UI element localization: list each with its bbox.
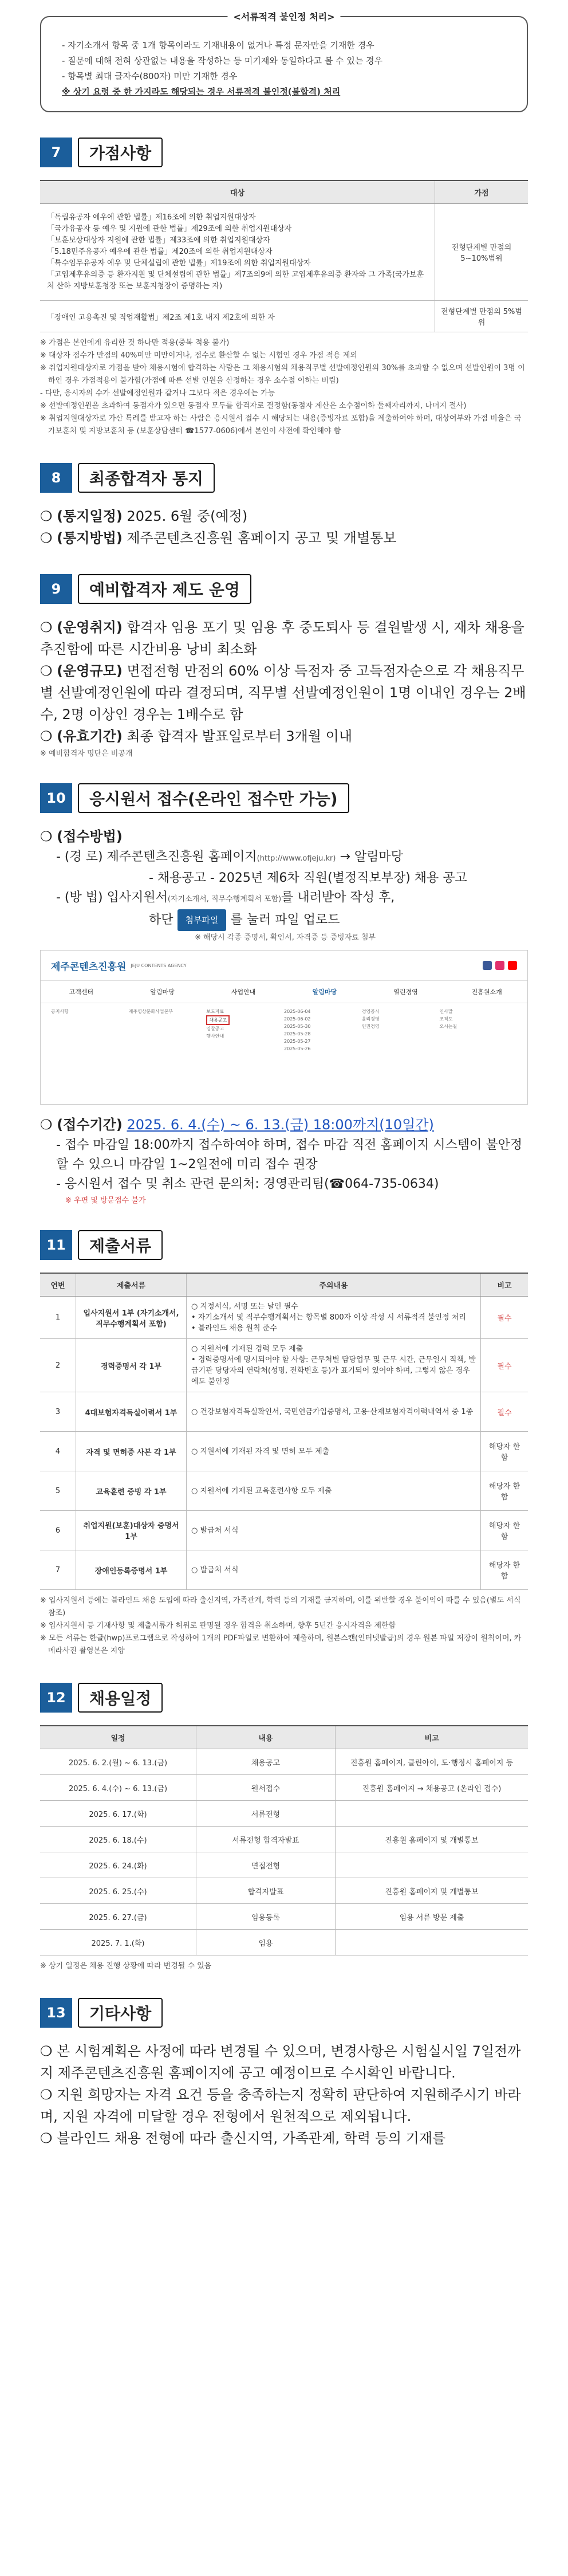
method-note: ※ 해당시 각종 증명서, 확인서, 자격증 등 증빙자료 첨부 xyxy=(195,933,376,942)
note-line: ※ 입사지원서 등 기재사항 및 제출서류가 허위로 판명될 경우 합격을 취소하며, 향후 5년간 응시자격을 제한함 xyxy=(40,1621,396,1630)
bonus-points: 전형단계별 만점의 5~10%범위 xyxy=(435,204,528,301)
doc-number: 4 xyxy=(40,1432,76,1471)
table-header: 제출서류 xyxy=(76,1273,187,1297)
section-application xyxy=(0,783,568,1205)
doc-name: 자격 및 면허증 사본 각 1부 xyxy=(76,1432,187,1471)
table-header: 내용 xyxy=(196,1726,336,1749)
menu-link-highlighted[interactable]: 채용공고 xyxy=(206,1015,230,1025)
method-text: 입사지원서 xyxy=(107,890,168,905)
doc-note: ○ 지원서에 기재된 자격 및 면허 모두 제출 xyxy=(187,1432,481,1471)
table-row xyxy=(40,1297,528,1339)
line-text: 제주콘텐츠진흥원 홈페이지 공고 및 개별통보 xyxy=(127,530,397,546)
site-nav-item[interactable]: 고객센터 xyxy=(69,988,94,996)
doc-remark: 해당자 한함 xyxy=(481,1511,528,1550)
bonus-item: 「장애인 고용촉진 및 직업재활법」제2조 제1호 내지 제2호에 의한 자 xyxy=(40,301,435,332)
table-row xyxy=(40,1801,528,1827)
schedule-date: 2025. 6. 2.(월) ~ 6. 13.(금) xyxy=(40,1749,196,1775)
doc-remark: 해당자 한함 xyxy=(481,1432,528,1471)
site-nav-item[interactable]: 열린경영 xyxy=(393,988,418,996)
doc-name: 교육훈련 증빙 각 1부 xyxy=(76,1471,187,1511)
schedule-remark: 임용 서류 방문 제출 xyxy=(336,1904,528,1930)
doc-note: ○ 건강보험자격득실확인서, 국민연금가입증명서, 고용·산재보험자격이력내역서 중 1종 xyxy=(187,1392,481,1432)
period-line: ❍ (접수기간) 2025. 6. 4.(수) ~ 6. 13.(금) 18:00까지(10일간) xyxy=(40,1117,434,1133)
section-reserve-candidates xyxy=(0,574,568,758)
schedule-content: 채용공고 xyxy=(196,1749,336,1775)
table-row xyxy=(40,1339,528,1392)
section-schedule xyxy=(0,1683,568,1973)
documents-table xyxy=(40,1273,528,1590)
site-logo-sub: JEJU CONTENTS AGENCY xyxy=(131,963,187,968)
section-header xyxy=(40,1230,528,1260)
section-bonus-points xyxy=(0,138,568,438)
line-label: (접수방법) xyxy=(57,828,123,845)
menu-date: 2025-05-26 xyxy=(284,1046,311,1051)
doc-remark: 필수 xyxy=(481,1392,528,1432)
line-text: 2025. 6월 중(예정) xyxy=(127,508,248,524)
section-number: 13 xyxy=(40,1998,72,2028)
doc-remark: 해당자 한함 xyxy=(481,1550,528,1590)
bonus-item: 「보훈보상대상자 지원에 관한 법률」제33조에 의한 취업지원대상자 xyxy=(47,236,270,245)
route-line-2: - 채용공고 - 2025년 제6차 직원(별정직보부장) 채용 공고 xyxy=(149,871,467,885)
line-text: 지원 희망자는 자격 요건 등을 충족하는지 정확히 판단하여 지원해주시기 바라며, 지원 자격에 미달할 경우 전형에서 원천적으로 제외됩니다. xyxy=(40,2087,521,2125)
table-header: 비고 xyxy=(336,1726,528,1749)
table-row xyxy=(40,1392,528,1432)
facebook-icon[interactable] xyxy=(483,961,492,970)
doc-number: 1 xyxy=(40,1297,76,1339)
table-row xyxy=(40,204,528,301)
schedule-content: 면접전형 xyxy=(196,1852,336,1878)
period-text: 2025. 6. 4.(수) ~ 6. 13.(금) 18:00까지(10일간) xyxy=(127,1117,434,1133)
period-note: - 접수 마감일 18:00까지 접수하여야 하며, 접수 마감 직전 홈페이지 시스템이 불안정할 수 있으니 마감일 1~2일전에 미리 접수 권장 xyxy=(56,1138,523,1172)
bonus-item: 「독립유공자 예우에 관한 법률」제16조에 의한 취업지원대상자 xyxy=(47,213,256,222)
note-line: ※ 취업지원대상자로 가점을 받아 채용시험에 합격하는 사람은 그 채용시험의 채용직무별 선발예정인원의 30%를 초과할 수 없으며 선발인원이 3명 이하인 경우 가점적용이 불가함(가점에 따른 선발 인원을 산정하는 경우 소수점 이하는 버림) xyxy=(40,364,525,385)
period-warning: ※ 우편 및 방문접수 불가 xyxy=(65,1196,146,1205)
route-text: 제주콘텐츠진흥원 홈페이지 xyxy=(107,850,257,864)
site-nav xyxy=(41,981,527,1003)
menu-link[interactable]: 제주영상문화사업본부 xyxy=(128,1009,173,1014)
note-line: ※ 취업지원대상자로 가산 특례를 받고자 하는 사람은 응시원서 접수 시 해당되는 내용(증빙자료 포함)을 제출하여야 하며, 대상여부와 가점 비율은 국가보훈처 및 지방보훈처 등 (보훈상담센터 ☎1577-0606)에서 본인이 사전에 확인해야 함 xyxy=(40,414,522,435)
schedule-remark xyxy=(336,1930,528,1955)
menu-link[interactable]: 공지사항 xyxy=(51,1009,69,1014)
menu-date: 2025-05-28 xyxy=(284,1031,311,1036)
line-label: (운영규모) xyxy=(57,663,123,679)
table-row xyxy=(40,1550,528,1590)
table-header: 일정 xyxy=(40,1726,196,1749)
schedule-remark: 진흥원 홈페이지, 클린아이, 도·행정시 홈페이지 등 xyxy=(336,1749,528,1775)
route-label: - (경 로) xyxy=(56,850,103,864)
menu-link[interactable]: 입찰공고 xyxy=(206,1026,224,1031)
table-header: 연번 xyxy=(40,1273,76,1297)
doc-name: 4대보험자격득실이력서 1부 xyxy=(76,1392,187,1432)
attach-file-button[interactable]: 첨부파일 xyxy=(178,909,227,931)
table-row xyxy=(40,1511,528,1550)
note-line: ※ 선발예정인원을 초과하여 동점자가 있으면 동점자 모두를 합격자로 결정함(동점자 계산은 소수점이하 둘째자리까지, 나머지 절사) xyxy=(40,402,467,410)
table-row xyxy=(40,1878,528,1904)
section-header xyxy=(40,1683,528,1713)
section-header xyxy=(40,783,528,813)
table-row xyxy=(40,1852,528,1878)
doc-name: 취업지원(보훈)대상자 증명서 1부 xyxy=(76,1511,187,1550)
section-header xyxy=(40,1998,528,2028)
section-title: 채용일정 xyxy=(78,1683,163,1713)
menu-link[interactable]: 보도자료 xyxy=(206,1009,224,1014)
section-title: 최종합격자 통지 xyxy=(78,463,215,493)
notice-title: <서류적격 불인정 처리> xyxy=(227,9,340,25)
bonus-item: 「국가유공자 등 예우 및 지원에 관한 법률」제29조에 의한 취업지원대상자 xyxy=(47,225,292,233)
menu-link[interactable]: 경영공시 xyxy=(361,1009,380,1014)
menu-link[interactable]: 오시는길 xyxy=(439,1024,457,1029)
table-row xyxy=(40,1930,528,1955)
schedule-remark xyxy=(336,1852,528,1878)
section-number: 8 xyxy=(40,463,72,493)
schedule-date: 2025. 6. 18.(수) xyxy=(40,1827,196,1852)
table-row xyxy=(40,1904,528,1930)
section-title: 기타사항 xyxy=(78,1998,163,2028)
line-label: (유효기간) xyxy=(57,728,123,744)
schedule-content: 합격자발표 xyxy=(196,1878,336,1904)
menu-link[interactable]: 인권경영 xyxy=(361,1024,380,1029)
table-header: 비고 xyxy=(481,1273,528,1297)
schedule-remark: 진흥원 홈페이지 → 채용공고 (온라인 접수) xyxy=(336,1775,528,1801)
section-header xyxy=(40,463,528,493)
bonus-notes xyxy=(40,337,528,438)
bonus-points: 전형단계별 만점의 5%범위 xyxy=(435,301,528,332)
doc-note: ○ 지원서에 기재된 교육훈련사항 모두 제출 xyxy=(187,1471,481,1511)
method-line2b: 를 눌러 파일 업로드 xyxy=(230,913,340,927)
doc-number: 3 xyxy=(40,1392,76,1432)
notice-highlight: ※ 상기 요령 중 한 가지라도 해당되는 경우 서류적격 불인정(불합격) 처리 xyxy=(62,87,341,97)
bonus-table xyxy=(40,180,528,332)
schedule-content: 임용 xyxy=(196,1930,336,1955)
bonus-item: 「고엽제후유의증 등 환자지원 및 단체설립에 관한 법률」제7조의9에 의한 고엽제후유의증 환자와 그 가족(국가보훈처 산하 지방보훈청장 또는 보훈지청장이 증명하는 자) xyxy=(47,270,424,290)
youtube-icon[interactable] xyxy=(508,961,517,970)
section-number: 11 xyxy=(40,1230,72,1260)
menu-link[interactable]: 행사안내 xyxy=(206,1034,224,1039)
bonus-item: 「특수임무유공자 예우 및 단체설립에 관한 법률」제19조에 의한 취업지원대상자 xyxy=(47,259,311,268)
doc-note: ○ 발급처 서식 xyxy=(187,1550,481,1590)
reserve-validity-line: ❍ (유효기간) 최종 합격자 발표일로부터 3개월 이내 xyxy=(40,728,353,744)
route-line xyxy=(40,847,528,869)
site-nav-item[interactable]: 사업안내 xyxy=(231,988,256,996)
note-line: ※ 대상자 점수가 만점의 40%미만 미만이거나, 점수로 환산할 수 없는 시험인 경우 가점 적용 제외 xyxy=(40,351,357,360)
schedule-note: ※ 상기 일정은 채용 진행 상황에 따라 변경될 수 있음 xyxy=(40,1962,212,1970)
method-label: - (방 법) xyxy=(56,890,103,905)
line-text: 면접전형 만점의 60% 이상 득점자 중 고득점자순으로 각 채용직무별 선발예정인원에 따라 결정되며, 직무별 선발예정인원이 1명 이내인 경우는 2배수, 2명 이상인 경우는 1배수로 함 xyxy=(40,663,526,722)
section-misc xyxy=(0,1998,568,2149)
schedule-date: 2025. 6. 17.(화) xyxy=(40,1801,196,1827)
site-mega-menu xyxy=(41,1003,527,1057)
doc-note: ○ 발급처 서식 xyxy=(187,1511,481,1550)
table-row xyxy=(40,1775,528,1801)
section-final-notice xyxy=(0,463,568,549)
section-title: 예비합격자 제도 운영 xyxy=(78,574,251,604)
schedule-remark: 진흥원 홈페이지 및 개별통보 xyxy=(336,1827,528,1852)
line-text: 블라인드 채용 전형에 따라 출신지역, 가족관계, 학력 등의 기재를 xyxy=(57,2130,446,2146)
line-text: 최종 합격자 발표일로부터 3개월 이내 xyxy=(127,728,353,744)
line-label: (접수기간) xyxy=(57,1117,123,1133)
notice-schedule-line: ❍ (통지일정) 2025. 6월 중(예정) xyxy=(40,508,248,524)
section-number: 7 xyxy=(40,138,72,167)
doc-remark: 해당자 한함 xyxy=(481,1471,528,1511)
table-row xyxy=(40,1749,528,1775)
section-documents xyxy=(0,1230,568,1658)
schedule-date: 2025. 6. 24.(화) xyxy=(40,1852,196,1878)
method-heading: ❍ (접수방법) xyxy=(40,828,123,845)
section-number: 10 xyxy=(40,783,72,813)
site-nav-item[interactable]: 진흥원소개 xyxy=(471,988,502,996)
documents-notes xyxy=(40,1595,528,1658)
menu-date: 2025-05-30 xyxy=(284,1024,311,1029)
note-line: - 다만, 응시자의 수가 선발예정인원과 같거나 그보다 적은 경우에는 가능 xyxy=(40,389,275,398)
website-screenshot xyxy=(40,950,528,1105)
route-tail: → 알림마당 xyxy=(340,850,403,864)
line-label: (운영취지) xyxy=(57,619,123,635)
line-label: (통지일정) xyxy=(57,508,123,524)
line-text: 합격자 임용 포기 및 임용 후 중도퇴사 등 결원발생 시, 재차 채용을 추진함에 따른 시간비용 낭비 최소화 xyxy=(40,619,524,657)
disqualification-notice xyxy=(40,11,528,112)
doc-number: 7 xyxy=(40,1550,76,1590)
notice-line: - 질문에 대해 전혀 상관없는 내용을 작성하는 등 미기재와 동일하다고 볼 수 있는 경우 xyxy=(62,56,383,66)
instagram-icon[interactable] xyxy=(495,961,504,970)
doc-number: 2 xyxy=(40,1339,76,1392)
table-header: 대상 xyxy=(40,180,435,204)
site-header xyxy=(41,951,527,981)
doc-name: 장애인등록증명서 1부 xyxy=(76,1550,187,1590)
doc-name: 입사지원서 1부 (자기소개서, 직무수행계획서 포함) xyxy=(76,1297,187,1339)
note-line: ※ 입사지원서 등에는 블라인드 채용 도입에 따라 출신지역, 가족관계, 학력 등의 기재를 금지하며, 이를 위반할 경우 불이익이 따를 수 있음(별도 서식 참조) xyxy=(40,1596,521,1617)
doc-note: ○ 지정서식, 서명 또는 날인 필수 • 자기소개서 및 직무수행계획서는 항목별 800자 이상 작성 시 서류적격 불인정 처리 • 블라인드 채용 원칙 준수 xyxy=(187,1297,481,1339)
route-url[interactable]: (http://www.ofjeju.kr) xyxy=(257,854,336,863)
misc-line: ❍ 지원 희망자는 자격 요건 등을 충족하는지 정확히 판단하여 지원해주시기 바라며, 지원 자격에 미달할 경우 전형에서 원천적으로 제외됩니다. xyxy=(40,2087,521,2125)
schedule-table xyxy=(40,1725,528,1955)
doc-note: ○ 지원서에 기재된 경력 모두 제출 • 경력증명서에 명시되어야 할 사항: 근무처별 담당업무 및 근무 시간, 근무일시 직책, 발급기관 당당자의 연락처(성명, 전화번호 등)가 표기되어 있어야 하며, 그렇지 않은 경우에도 불인정 xyxy=(187,1339,481,1392)
site-nav-item-active[interactable]: 알림마당 xyxy=(312,988,337,996)
site-logo[interactable]: 제주콘텐츠진흥원 xyxy=(51,961,127,973)
method-line xyxy=(40,888,528,909)
notice-method-line: ❍ (통지방법) 제주콘텐츠진흥원 홈페이지 공고 및 개별통보 xyxy=(40,530,397,546)
menu-date: 2025-06-04 xyxy=(284,1009,311,1014)
method-tail: 를 내려받아 작성 후, xyxy=(281,890,395,905)
notice-line: - 항목별 최대 글자수(800자) 미만 기재한 경우 xyxy=(62,71,238,81)
section-title: 응시원서 접수(온라인 접수만 가능) xyxy=(78,783,349,813)
menu-link[interactable]: 윤리경영 xyxy=(361,1016,380,1022)
table-row xyxy=(40,1471,528,1511)
table-header: 가점 xyxy=(435,180,528,204)
method-small: (자기소개서, 직무수행계획서 포함) xyxy=(167,895,282,904)
method-line2a: 하단 xyxy=(149,913,173,927)
schedule-remark: 진흥원 홈페이지 및 개별통보 xyxy=(336,1878,528,1904)
schedule-content: 서류전형 xyxy=(196,1801,336,1827)
reserve-note: ※ 예비합격자 명단은 비공개 xyxy=(40,749,133,758)
method-line-2 xyxy=(40,909,528,931)
document-page xyxy=(0,11,568,2149)
section-header xyxy=(40,574,528,604)
site-social-icons xyxy=(483,961,517,970)
line-label: (통지방법) xyxy=(57,530,123,546)
note-line: ※ 가점은 본인에게 유리한 것 하나만 적용(중복 적용 불가) xyxy=(40,339,230,347)
doc-remark: 필수 xyxy=(481,1297,528,1339)
menu-link[interactable]: 인사말 xyxy=(439,1009,453,1014)
reserve-scale-line: ❍ (운영규모) 면접전형 만점의 60% 이상 득점자 중 고득점자순으로 각 채용직무별 선발예정인원에 따라 결정되며, 직무별 선발예정인원이 1명 이내인 경우는 2배수, 2명 이상인 경우는 1배수로 함 xyxy=(40,663,526,722)
menu-date: 2025-06-02 xyxy=(284,1016,311,1022)
site-nav-item[interactable]: 알림마당 xyxy=(150,988,175,996)
schedule-date: 2025. 6. 25.(수) xyxy=(40,1878,196,1904)
section-number: 9 xyxy=(40,574,72,604)
table-row xyxy=(40,1827,528,1852)
doc-number: 6 xyxy=(40,1511,76,1550)
table-row xyxy=(40,301,528,332)
section-title: 가점사항 xyxy=(78,138,163,167)
doc-remark: 필수 xyxy=(481,1339,528,1392)
misc-line: ❍ 본 시험계획은 사정에 따라 변경될 수 있으며, 변경사항은 시험실시일 7일전까지 제주콘텐츠진흥원 홈페이지에 공고 예정이므로 수시확인 바랍니다. xyxy=(40,2043,521,2081)
schedule-content: 서류전형 합격자발표 xyxy=(196,1827,336,1852)
schedule-date: 2025. 6. 27.(금) xyxy=(40,1904,196,1930)
doc-number: 5 xyxy=(40,1471,76,1511)
schedule-date: 2025. 6. 4.(수) ~ 6. 13.(금) xyxy=(40,1775,196,1801)
menu-date: 2025-05-27 xyxy=(284,1039,311,1044)
schedule-remark xyxy=(336,1801,528,1827)
schedule-content: 임용등록 xyxy=(196,1904,336,1930)
menu-link[interactable]: 조직도 xyxy=(439,1016,453,1022)
note-line: ※ 모든 서류는 한글(hwp)프로그램으로 작성하여 1개의 PDF파일로 변환하여 제출하며, 원본스캔(인터넷발급)의 경우 원본 파일 저장이 원칙이며, 카메라사진 촬영본은 지양 xyxy=(40,1634,522,1655)
misc-line: ❍ 블라인드 채용 전형에 따라 출신지역, 가족관계, 학력 등의 기재를 xyxy=(40,2130,446,2146)
section-header xyxy=(40,138,528,167)
schedule-content: 원서접수 xyxy=(196,1775,336,1801)
period-note: - 응시원서 접수 및 취소 관련 문의처: 경영관리팀(☎064-735-0634) xyxy=(56,1177,439,1191)
bonus-item: 「5.18민주유공자 예우에 관한 법률」제20조에 의한 취업지원대상자 xyxy=(47,248,273,256)
table-row xyxy=(40,1432,528,1471)
section-title: 제출서류 xyxy=(78,1230,163,1260)
table-header: 주의내용 xyxy=(187,1273,481,1297)
schedule-date: 2025. 7. 1.(화) xyxy=(40,1930,196,1955)
reserve-purpose-line: ❍ (운영취지) 합격자 임용 포기 및 임용 후 중도퇴사 등 결원발생 시, 재차 채용을 추진함에 따른 시간비용 낭비 최소화 xyxy=(40,619,524,657)
doc-name: 경력증명서 각 1부 xyxy=(76,1339,187,1392)
line-text: 본 시험계획은 사정에 따라 변경될 수 있으며, 변경사항은 시험실시일 7일전까지 제주콘텐츠진흥원 홈페이지에 공고 예정이므로 수시확인 바랍니다. xyxy=(40,2043,521,2081)
notice-line: - 자기소개서 항목 중 1개 항목이라도 기재내용이 없거나 특정 문자만을 기재한 경우 xyxy=(62,40,374,50)
section-number: 12 xyxy=(40,1683,72,1713)
